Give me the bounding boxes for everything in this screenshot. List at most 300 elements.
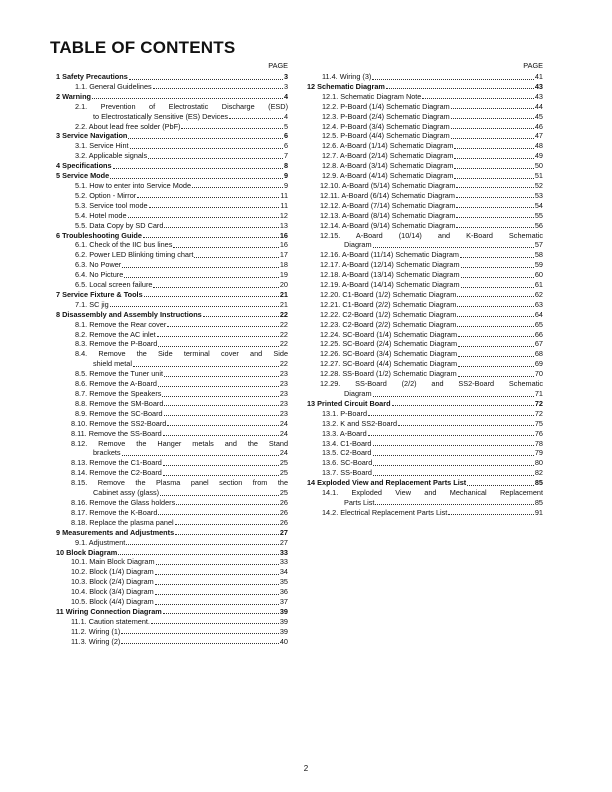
dot-leader [121,633,279,634]
dot-leader [158,386,279,387]
toc-entry[interactable] [56,409,288,419]
toc-entry[interactable] [307,359,543,369]
toc-entry-page: 46 [534,121,543,131]
toc-entry[interactable] [307,260,543,270]
toc-entry[interactable] [307,171,543,181]
toc-entry-page: 61 [534,280,543,290]
dot-leader [158,346,279,347]
toc-entry-title-cont: brackets [93,448,121,458]
dot-leader [203,316,279,317]
toc-entry[interactable] [56,458,288,468]
toc-section-entry[interactable] [56,607,288,617]
dot-leader [167,425,279,426]
toc-entry-title-line1: 8.15. Remove the Plasma panel section from the [71,478,288,488]
toc-entry[interactable] [307,320,543,330]
toc-section-entry[interactable] [56,72,288,82]
dot-leader [155,584,279,585]
toc-entry-page: 7 [283,151,288,161]
toc-entry[interactable] [56,369,288,379]
toc-entry-title: 13.3. A-Board [322,428,367,438]
toc-entry[interactable] [307,231,543,251]
toc-entry-page: 45 [534,111,543,121]
dot-leader [373,445,534,446]
dot-leader [149,207,280,208]
toc-entry-page: 21 [279,299,288,309]
toc-entry-title: 7.1. SC jig [75,299,109,309]
toc-entry[interactable] [56,379,288,389]
toc-entry-page: 27 [279,527,288,537]
toc-entry-title-line1: 2.1. Prevention of Electrostatic Discharge (ESD) [75,101,288,111]
toc-entry[interactable] [307,310,543,320]
toc-entry[interactable] [307,330,543,340]
toc-entry-title: 12.11. A-Board (6/14) Schematic Diagram [320,190,455,200]
toc-entry-page: 44 [534,101,543,111]
toc-entry-title-line1: 8.4. Remove the Side terminal cover and Side [75,349,288,359]
dot-leader [398,425,534,426]
toc-entry-title-line2 [307,240,543,250]
toc-right-column [307,60,543,518]
toc-entry[interactable] [307,280,543,290]
dot-leader [110,178,283,179]
toc-entry[interactable] [307,201,543,211]
toc-entry-title: 12.1. Schematic Diagram Note [322,91,422,101]
dot-leader [458,376,534,377]
toc-section-entry[interactable] [56,528,288,538]
toc-entry-page: 68 [534,349,543,359]
toc-entry-title: 5.5. Data Copy by SD Card [75,220,164,230]
toc-entry-page: 18 [279,260,288,270]
toc-entry-page: 64 [534,309,543,319]
toc-entry-title: 8.3. Remove the P-Board [75,339,158,349]
toc-entry-title: 12.25. SC-Board (2/4) Schematic Diagram [320,339,458,349]
toc-entry[interactable] [56,250,288,260]
toc-section-entry[interactable] [56,231,288,241]
toc-entry[interactable] [307,191,543,201]
toc-entry[interactable] [56,181,288,191]
dot-leader [457,326,534,327]
toc-entry-title: 12.8. A-Board (3/14) Schematic Diagram [322,161,454,171]
toc-entry-page: 55 [534,210,543,220]
dot-leader [124,277,279,278]
toc-entry[interactable] [307,211,543,221]
toc-entry[interactable] [307,181,543,191]
toc-entry[interactable] [307,131,543,141]
toc-entry[interactable] [56,270,288,280]
toc-entry[interactable] [56,260,288,270]
toc-entry-page: 59 [534,260,543,270]
toc-entry[interactable] [307,72,543,82]
toc-entry-title-cont: Cabinet assy (glass) [93,488,160,498]
toc-entry-title: 5.3. Service tool mode [75,200,148,210]
toc-entry[interactable] [56,349,288,369]
toc-entry[interactable] [56,280,288,290]
toc-entry[interactable] [56,597,288,607]
dot-leader [176,504,279,505]
dot-leader [133,366,279,367]
toc-entry-title: 10.3. Block (2/4) Diagram [71,577,154,587]
toc-entry-title: 5 Service Mode [56,171,110,181]
toc-entry[interactable] [307,468,543,478]
toc-entry-title-line2 [307,389,543,399]
toc-entry[interactable] [56,191,288,201]
toc-entry-title: 5.1. How to enter into Service Mode [75,180,191,190]
dot-leader [121,643,279,644]
toc-entry-page: 80 [534,458,543,468]
toc-entry-title: 12.26. SC-Board (3/4) Schematic Diagram [320,349,458,359]
toc-entry-page: 19 [279,270,288,280]
toc-section-entry[interactable] [307,82,543,92]
toc-entry[interactable] [56,508,288,518]
toc-entry-page: 11 [280,190,288,200]
toc-entry-page: 85 [534,497,543,507]
dot-leader [368,415,534,416]
toc-entry[interactable] [56,389,288,399]
toc-entry-page: 26 [279,497,288,507]
toc-entry-title: 10.5. Block (4/4) Diagram [71,597,154,607]
dot-leader [461,277,534,278]
dot-leader [451,138,534,139]
toc-entry-page: 76 [534,428,543,438]
toc-entry-page: 50 [534,161,543,171]
toc-entry-title: 12.10. A-Board (5/14) Schematic Diagram [320,180,456,190]
toc-entry-page: 39 [279,616,288,626]
toc-entry-page: 6 [283,141,288,151]
toc-left-entries [56,72,288,647]
toc-entry[interactable] [307,270,543,280]
toc-entry-title: 8.9. Remove the SC-Board [75,408,163,418]
toc-entry-page: 48 [534,141,543,151]
toc-entry[interactable] [56,567,288,577]
toc-entry-page: 3 [283,81,288,91]
toc-entry-page: 66 [534,329,543,339]
toc-entry[interactable] [307,221,543,231]
toc-entry-page: 91 [534,507,543,517]
dot-leader [110,306,279,307]
toc-entry[interactable] [56,300,288,310]
dot-leader [155,574,279,575]
toc-entry[interactable] [307,508,543,518]
page-column-header: PAGE [268,61,288,70]
dot-leader [153,88,283,89]
toc-entry-page: 72 [534,398,543,408]
toc-entry-page: 26 [279,517,288,527]
toc-entry-page: 35 [279,577,288,587]
document-title: TABLE OF CONTENTS [50,38,236,57]
dot-leader [130,148,283,149]
toc-section-entry[interactable] [307,478,543,488]
toc-entry-title: 8.7. Remove the Speakers [75,389,162,398]
dot-leader [373,475,534,476]
toc-entry-page: 11 [280,200,288,210]
toc-entry[interactable] [56,637,288,647]
dot-leader [458,346,534,347]
toc-entry[interactable] [307,250,543,260]
dot-leader [164,415,279,416]
toc-entry[interactable] [56,330,288,340]
toc-entry-page: 9 [283,180,288,190]
toc-entry-title: 12.5. P-Board (4/4) Schematic Diagram [322,131,450,141]
toc-entry-title-line1: 8.12. Remove the Hanger metals and the Stand [71,438,288,448]
toc-entry-page: 21 [279,289,288,299]
page-number: 2 [303,764,309,773]
toc-section-entry[interactable] [56,290,288,300]
toc-entry[interactable] [56,102,288,122]
toc-entry-title: 12.3. P-Board (2/4) Schematic Diagram [322,111,450,121]
toc-entry[interactable] [56,587,288,597]
dot-leader [456,187,533,188]
toc-entry[interactable] [56,201,288,211]
dot-leader [373,465,534,466]
dot-leader [164,405,278,406]
toc-entry-title: 6.4. No Picture [75,270,124,280]
toc-entry[interactable] [56,468,288,478]
toc-entry-page: 13 [279,220,288,230]
toc-entry-title: 1.1. General Guidelines [75,81,152,91]
dot-leader [458,356,534,357]
dot-leader [456,207,533,208]
toc-entry-page: 22 [279,309,288,319]
toc-entry-page: 4 [283,111,288,121]
toc-entry-title: 11.3. Wiring (2) [71,636,121,646]
dot-leader [164,376,279,377]
toc-entry-title: 12.12. A-Board (7/14) Schematic Diagram [320,200,456,210]
dot-leader [229,118,283,119]
toc-entry-title: 6 Troubleshooting Guide [56,230,142,240]
toc-entry-title: 14 Exploded View and Replacement Parts List [307,478,467,488]
toc-entry-title: 5.4. Hotel mode [75,210,127,220]
toc-entry[interactable] [56,240,288,250]
toc-entry[interactable] [56,82,288,92]
toc-entry[interactable] [307,300,543,310]
toc-entry[interactable] [307,379,543,399]
toc-entry-title: 10 Block Diagram [56,547,118,557]
toc-entry[interactable] [307,102,543,112]
dot-leader [155,594,279,595]
toc-right-entries [307,72,543,518]
toc-entry-title-line1: 12.29. SS-Board (2/2) and SS2-Board Schematic [320,379,543,389]
toc-entry-title: 7 Service Fixture & Tools [56,289,143,299]
toc-entry[interactable] [56,538,288,548]
dot-leader [163,475,279,476]
toc-entry-page: 25 [279,488,288,498]
toc-entry[interactable] [56,518,288,528]
toc-entry-page: 82 [534,468,543,478]
toc-entry-title: 8.14. Remove the C2-Board [71,468,162,478]
dot-leader [158,514,278,515]
toc-entry-page: 3 [283,72,288,81]
toc-entry[interactable] [56,399,288,409]
toc-entry[interactable] [56,627,288,637]
dot-leader [456,227,533,228]
toc-entry-page: 70 [534,369,543,379]
toc-entry-title-line1: 12.15. A-Board (10/14) and K-Board Schematic [320,230,543,240]
dot-leader [461,267,534,268]
toc-entry-page: 56 [534,220,543,230]
dot-leader [456,217,533,218]
dot-leader [156,564,279,565]
toc-entry-title-line2 [307,498,543,508]
toc-entry-title: 12.20. C1-Board (1/2) Schematic Diagram [320,289,457,299]
dot-leader [175,524,279,525]
toc-entry-title-cont: shield metal [93,359,132,369]
toc-entry[interactable] [307,448,543,458]
toc-entry-title-cont: to Electrostatically Sensitive (ES) Devices [93,111,229,121]
toc-entry[interactable] [307,419,543,429]
toc-entry-page: 54 [534,200,543,210]
toc-entry[interactable] [56,617,288,627]
dot-leader [163,613,279,614]
toc-entry-title: 12.18. A-Board (13/14) Schematic Diagram [320,270,460,280]
toc-section-entry[interactable] [56,131,288,141]
toc-entry-title: 3 Service Navigation [56,131,128,141]
dot-leader [163,435,279,436]
toc-entry[interactable] [56,498,288,508]
toc-entry[interactable] [307,458,543,468]
toc-entry-page: 47 [534,131,543,141]
toc-section-entry[interactable] [56,161,288,171]
toc-entry-page: 53 [534,190,543,200]
toc-section-entry[interactable] [56,92,288,102]
toc-entry-page: 57 [534,240,543,250]
toc-entry-page: 12 [279,210,288,220]
toc-entry-title: 3.1. Service Hint [75,141,129,151]
toc-entry[interactable] [56,577,288,587]
dot-leader [175,534,279,535]
toc-entry[interactable] [56,151,288,161]
toc-section-entry[interactable] [307,399,543,409]
toc-entry-page: 22 [279,339,288,349]
toc-entry[interactable] [307,439,543,449]
toc-entry-title: 2 Warning [56,91,91,101]
toc-entry-title: 8.17. Remove the K-Board [71,507,158,517]
toc-section-entry[interactable] [56,548,288,558]
toc-entry[interactable] [56,557,288,567]
dot-leader [118,554,279,555]
toc-entry[interactable] [307,92,543,102]
toc-entry-page: 16 [279,230,288,240]
dot-leader [160,495,279,496]
toc-entry[interactable] [56,221,288,231]
toc-entry-title: 12 Schematic Diagram [307,81,385,91]
toc-entry-title: 12.6. A-Board (1/14) Schematic Diagram [322,141,454,151]
toc-entry[interactable] [307,161,543,171]
dot-leader [461,287,534,288]
toc-entry-title: 12.2. P-Board (1/4) Schematic Diagram [322,101,450,111]
toc-entry-title: 12.9. A-Board (4/14) Schematic Diagram [322,171,454,181]
toc-entry[interactable] [56,439,288,459]
toc-entry[interactable] [56,339,288,349]
dot-leader [451,128,534,129]
dot-leader [372,79,534,80]
toc-entry-page: 23 [279,398,288,408]
toc-entry-title: 8.5. Remove the Tuner unit [75,369,164,379]
toc-entry-page: 23 [279,369,288,379]
toc-entry-title: 11.4. Wiring (3) [322,72,372,81]
toc-entry[interactable] [56,211,288,221]
toc-section-entry[interactable] [56,310,288,320]
dot-leader [457,296,534,297]
toc-entry[interactable] [56,141,288,151]
toc-entry-page: 34 [279,567,288,577]
toc-entry-page: 22 [279,329,288,339]
dot-leader [129,79,283,80]
dot-leader [373,247,534,248]
toc-section-entry[interactable] [56,171,288,181]
toc-entry-page: 23 [279,389,288,398]
toc-entry-page: 51 [534,171,543,181]
toc-entry-title: 9 Measurements and Adjustments [56,527,175,537]
toc-entry[interactable] [307,151,543,161]
dot-leader [422,98,534,99]
toc-entry[interactable] [56,478,288,498]
dot-leader [451,118,534,119]
dot-leader [157,336,279,337]
toc-entry-title: 12.28. SS-Board (1/2) Schematic Diagram [320,369,457,379]
toc-entry[interactable] [307,112,543,122]
toc-entry-page: 25 [279,458,288,468]
toc-entry-title: 12.23. C2-Board (2/2) Schematic Diagram [320,319,457,329]
toc-entry-page: 36 [279,587,288,597]
dot-leader [458,336,534,337]
dot-leader [192,187,283,188]
toc-entry-title: 11.1. Caution statement. [71,616,150,626]
toc-entry-page: 41 [534,72,543,81]
toc-entry[interactable] [307,429,543,439]
toc-entry-page: 20 [279,280,288,290]
dot-leader [458,366,534,367]
toc-entry[interactable] [307,488,543,508]
toc-entry-title: 9.1. Adjustment [75,537,126,547]
toc-entry-page: 27 [279,537,288,547]
toc-entry-title: 10.1. Main Block Diagram [71,557,155,567]
toc-entry-title: 12.19. A-Board (14/14) Schematic Diagram [320,280,460,290]
toc-entry[interactable] [307,349,543,359]
toc-entry-page: 37 [279,597,288,607]
toc-entry[interactable] [307,290,543,300]
dot-leader [181,128,282,129]
toc-entry-page: 39 [279,606,288,616]
toc-entry[interactable] [307,409,543,419]
toc-entry-page: 71 [534,389,543,398]
toc-entry[interactable] [56,122,288,132]
toc-entry[interactable] [56,429,288,439]
toc-entry-title: 14.2. Electrical Replacement Parts List [322,507,448,517]
dot-leader [122,267,279,268]
toc-entry-page: 79 [534,448,543,458]
toc-entry-title: 11 Wiring Connection Diagram [56,606,162,616]
toc-entry-page: 69 [534,359,543,369]
toc-entry[interactable] [307,141,543,151]
toc-entry-page: 65 [534,319,543,329]
toc-entry-title-cont: Diagram [344,240,372,250]
dot-leader [457,306,534,307]
toc-entry-title: 12.7. A-Board (2/14) Schematic Diagram [322,151,454,161]
toc-entry[interactable] [307,369,543,379]
toc-entry-title: 8.6. Remove the A-Board [75,379,157,389]
toc-entry-page: 67 [534,339,543,349]
toc-entry-title: 13.6. SC-Board [322,458,373,468]
toc-entry[interactable] [307,339,543,349]
dot-leader [167,326,279,327]
toc-entry-title: 6.5. Local screen failure [75,280,153,290]
toc-entry[interactable] [56,320,288,330]
toc-entry-page: 33 [279,557,288,567]
toc-entry[interactable] [56,419,288,429]
dot-leader [164,227,278,228]
toc-entry[interactable] [307,122,543,132]
toc-entry-title: 12.21. C1-Board (2/2) Schematic Diagram [320,299,457,309]
toc-entry-page: 49 [534,151,543,161]
